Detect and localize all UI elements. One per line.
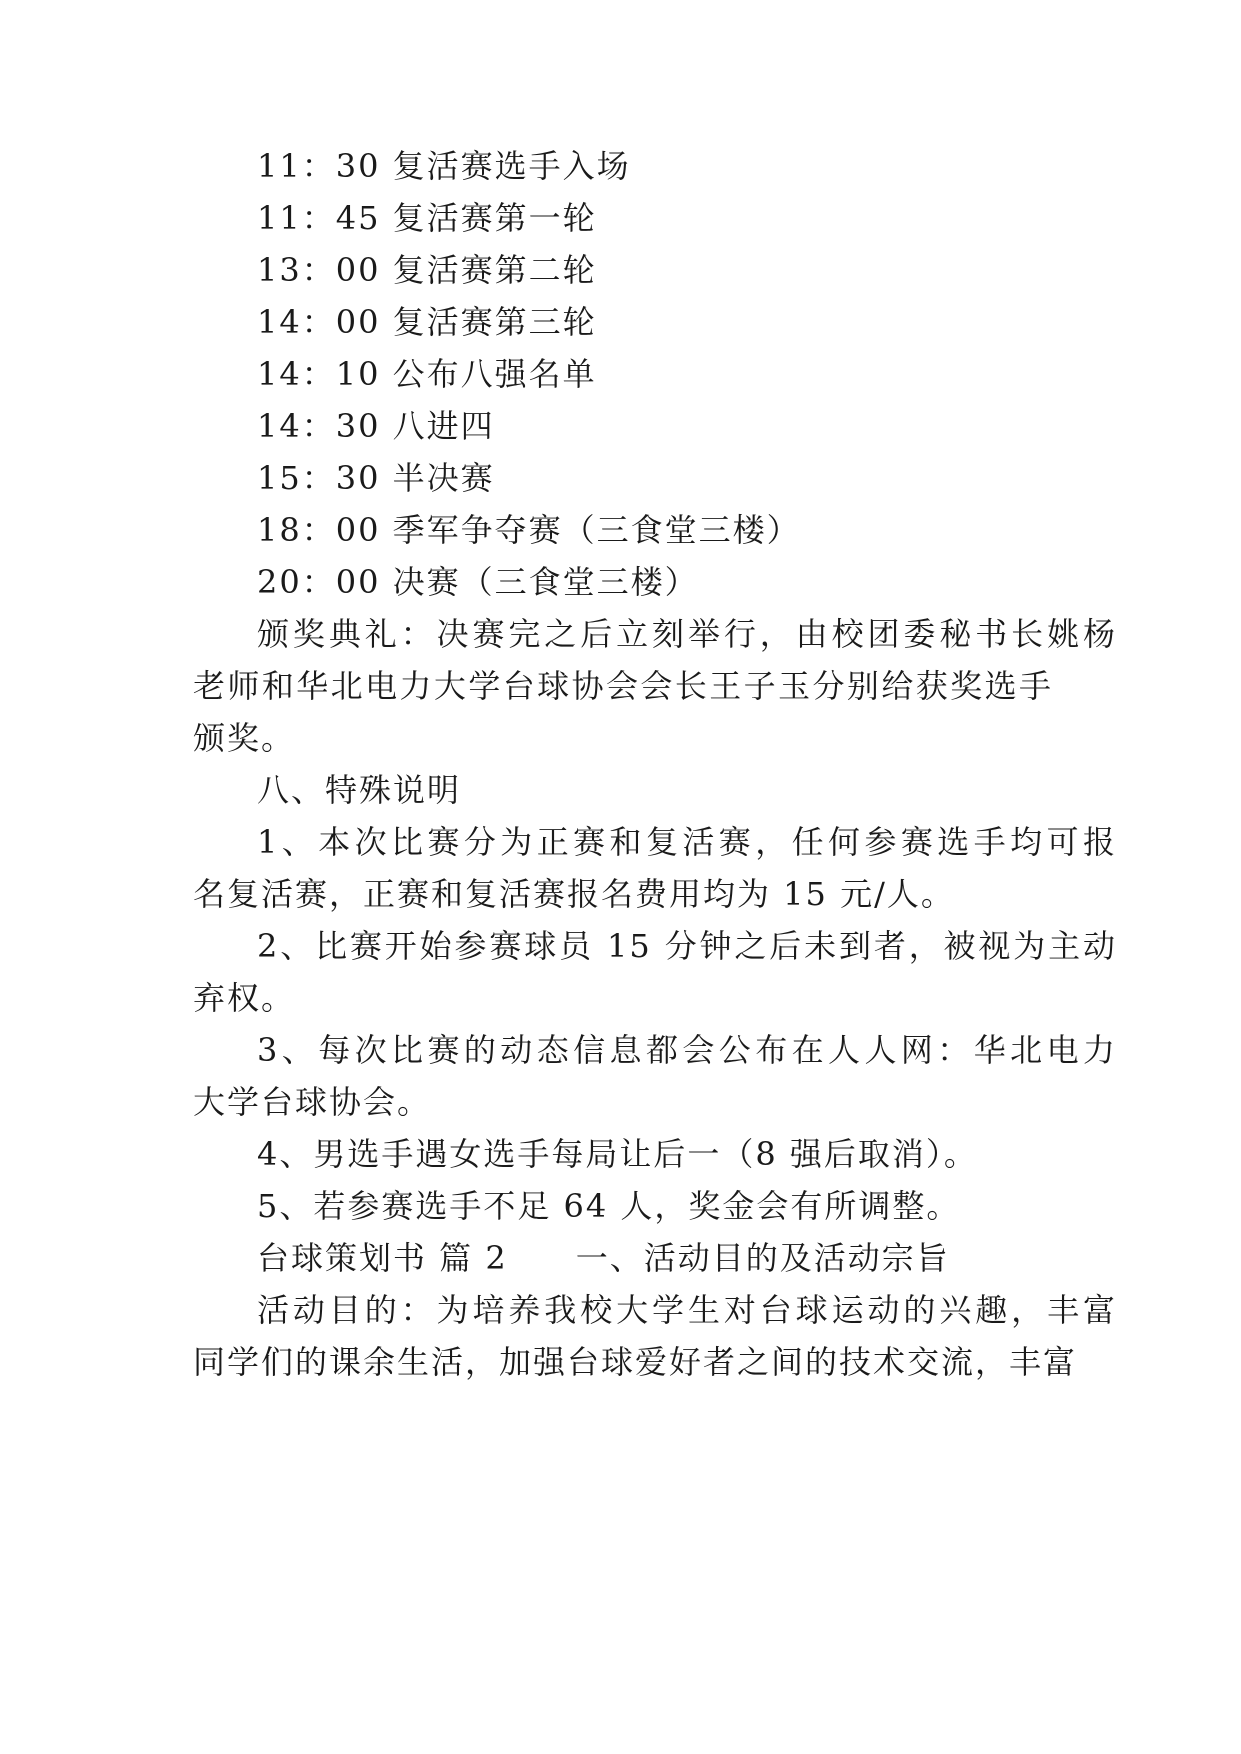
note-line: 大学台球协会。	[193, 1083, 432, 1121]
award-ceremony-line: 颁奖。	[193, 719, 296, 757]
note-line: 1、本次比赛分为正赛和复活赛，任何参赛选手均可报	[257, 823, 1117, 861]
award-ceremony-line: 老师和华北电力大学台球协会会长王子玉分别给获奖选手	[193, 667, 1053, 705]
purpose-line: 同学们的课余生活，加强台球爱好者之间的技术交流，丰富	[193, 1343, 1078, 1381]
schedule-item: 11：45 复活赛第一轮	[257, 199, 597, 237]
schedule-item: 11：30 复活赛选手入场	[257, 147, 631, 185]
schedule-item: 14：10 公布八强名单	[257, 355, 597, 393]
schedule-item: 13：00 复活赛第二轮	[257, 251, 597, 289]
purpose-line: 活动目的：为培养我校大学生对台球运动的兴趣，丰富	[257, 1291, 1117, 1329]
schedule-item: 14：00 复活赛第三轮	[257, 303, 597, 341]
schedule-item: 14：30 八进四	[257, 407, 495, 445]
section-heading: 一、活动目的及活动宗旨	[575, 1239, 950, 1277]
note-line: 名复活赛，正赛和复活赛报名费用均为 15 元/人。	[193, 875, 955, 913]
schedule-item: 18：00 季军争夺赛（三食堂三楼）	[257, 511, 801, 549]
note-line: 2、比赛开始参赛球员 15 分钟之后未到者，被视为主动	[257, 927, 1117, 965]
note-line: 3、每次比赛的动态信息都会公布在人人网：华北电力	[257, 1031, 1117, 1069]
award-ceremony-line: 颁奖典礼：决赛完之后立刻举行，由校团委秘书长姚杨	[257, 615, 1117, 653]
schedule-item: 15：30 半决赛	[257, 459, 495, 497]
part-title: 台球策划书 篇 2	[257, 1239, 508, 1277]
part-heading-row	[193, 1238, 1117, 1278]
note-line: 4、男选手遇女选手每局让后一（8 强后取消）。	[257, 1135, 978, 1173]
note-line: 弃权。	[193, 979, 296, 1017]
section-heading: 八、特殊说明	[257, 771, 462, 809]
note-line: 5、若参赛选手不足 64 人，奖金会有所调整。	[257, 1187, 961, 1225]
schedule-item: 20：00 决赛（三食堂三楼）	[257, 563, 699, 601]
